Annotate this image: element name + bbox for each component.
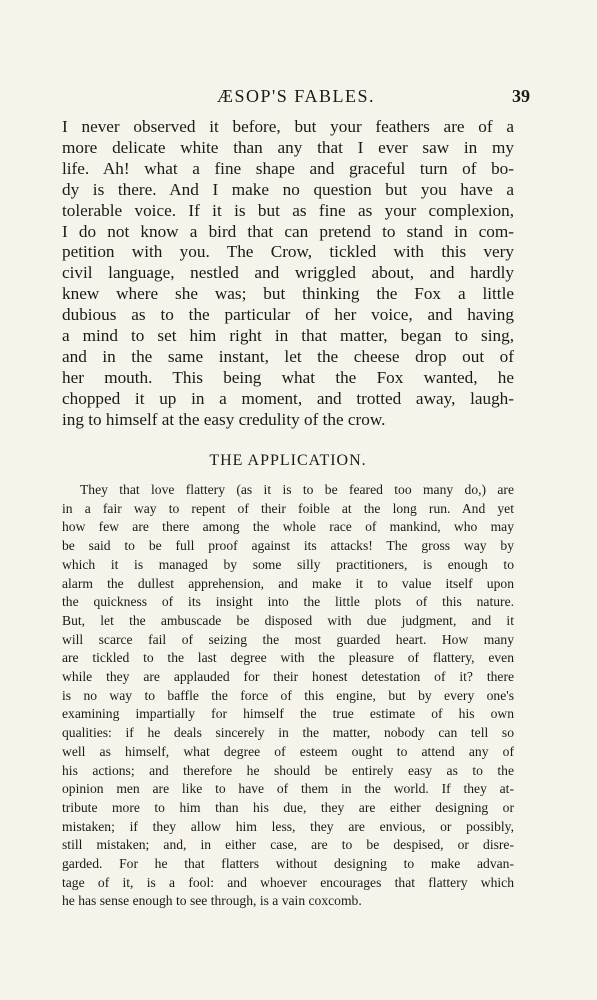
application-line: he has sense enough to see through, is a vain coxcomb.	[62, 893, 362, 909]
application-line: are tickled to the last degree with the pleasure of flattery, even	[62, 650, 514, 666]
application-line: But, let the ambuscade be disposed with due judgment, and it	[62, 612, 514, 628]
application-line: will scarce fail of seizing the most guarded heart. How many	[62, 631, 514, 647]
application-line: mistaken; if they allow him less, they are envious, or possibly,	[62, 818, 514, 834]
fable-line: her mouth. This being what the Fox wanted, he	[62, 367, 514, 387]
fable-line: ing to himself at the easy credulity of the crow.	[62, 409, 386, 429]
application-line: qualities: if he deals sincerely in the matter, nobody can tell so	[62, 725, 514, 741]
application-line: examining impartially for himself the true estimate of his own	[62, 706, 514, 722]
application-line: opinion men are like to have of them in the world. If they at-	[62, 781, 514, 797]
application-line: is no way to baffle the force of this engine, but by every one's	[62, 687, 514, 703]
fable-line: more delicate white than any that I ever saw in my	[62, 137, 514, 157]
application-line: be said to be full proof against its attacks! The gross way by	[62, 538, 514, 554]
fable-line: I do not know a bird that can pretend to stand in com-	[62, 221, 514, 241]
running-title: ÆSOP'S FABLES.	[217, 86, 375, 106]
running-head	[62, 84, 530, 108]
application-line: They that love flattery (as it is to be feared too many do,) are	[80, 482, 514, 497]
application-line: alarm the dullest apprehension, and make it to value itself upon	[62, 575, 514, 591]
fable-line: life. Ah! what a fine shape and graceful turn of bo-	[62, 158, 514, 178]
application-line: tribute more to him than his due, they are either designing or	[62, 799, 514, 815]
fable-line: dubious as to the particular of her voice, and having	[62, 305, 514, 325]
fable-line: chopped it up in a moment, and trotted away, laugh-	[62, 388, 514, 408]
application-line: the quickness of its insight into the little plots of this nature.	[62, 594, 514, 610]
fable-line: knew where she was; but thinking the Fox a little	[62, 284, 514, 304]
application-line: tage of it, is a fool: and whoever encourages that flattery which	[62, 874, 514, 890]
application-line: still mistaken; and, in either case, are to be despised, or disre-	[62, 837, 514, 853]
application-heading: THE APPLICATION.	[209, 452, 367, 469]
fable-line: civil language, nestled and wriggled about, and hardly	[62, 263, 514, 283]
fable-line: dy is there. And I make no question but you have a	[62, 179, 514, 199]
fable-line: a mind to set him right in that matter, began to sing,	[62, 326, 514, 346]
application-line: garded. For he that flatters without designing to make advan-	[62, 856, 514, 872]
application-line: while they are applauded for their honest detestation of it? there	[62, 669, 514, 685]
application-line: which it is managed by some silly practitioners, is enough to	[62, 556, 514, 572]
page-number: 39	[512, 86, 530, 106]
fable-line: petition with you. The Crow, tickled with this very	[62, 242, 514, 262]
fable-text	[62, 117, 514, 431]
fable-line: tolerable voice. If it is but as fine as your complexion,	[62, 200, 514, 220]
application-line: well as himself, what degree of esteem ought to attend any of	[62, 743, 514, 759]
application-line: how few are there among the whole race of mankind, who may	[62, 519, 514, 535]
application-line: his actions; and therefore he should be entirely easy as to the	[62, 762, 514, 778]
application-text	[62, 481, 514, 911]
application-line: in a fair way to repent of their foible at the long run. And yet	[62, 500, 514, 516]
fable-line: and in the same instant, let the cheese drop out of	[62, 346, 514, 366]
fable-line: I never observed it before, but your feathers are of a	[62, 117, 514, 136]
